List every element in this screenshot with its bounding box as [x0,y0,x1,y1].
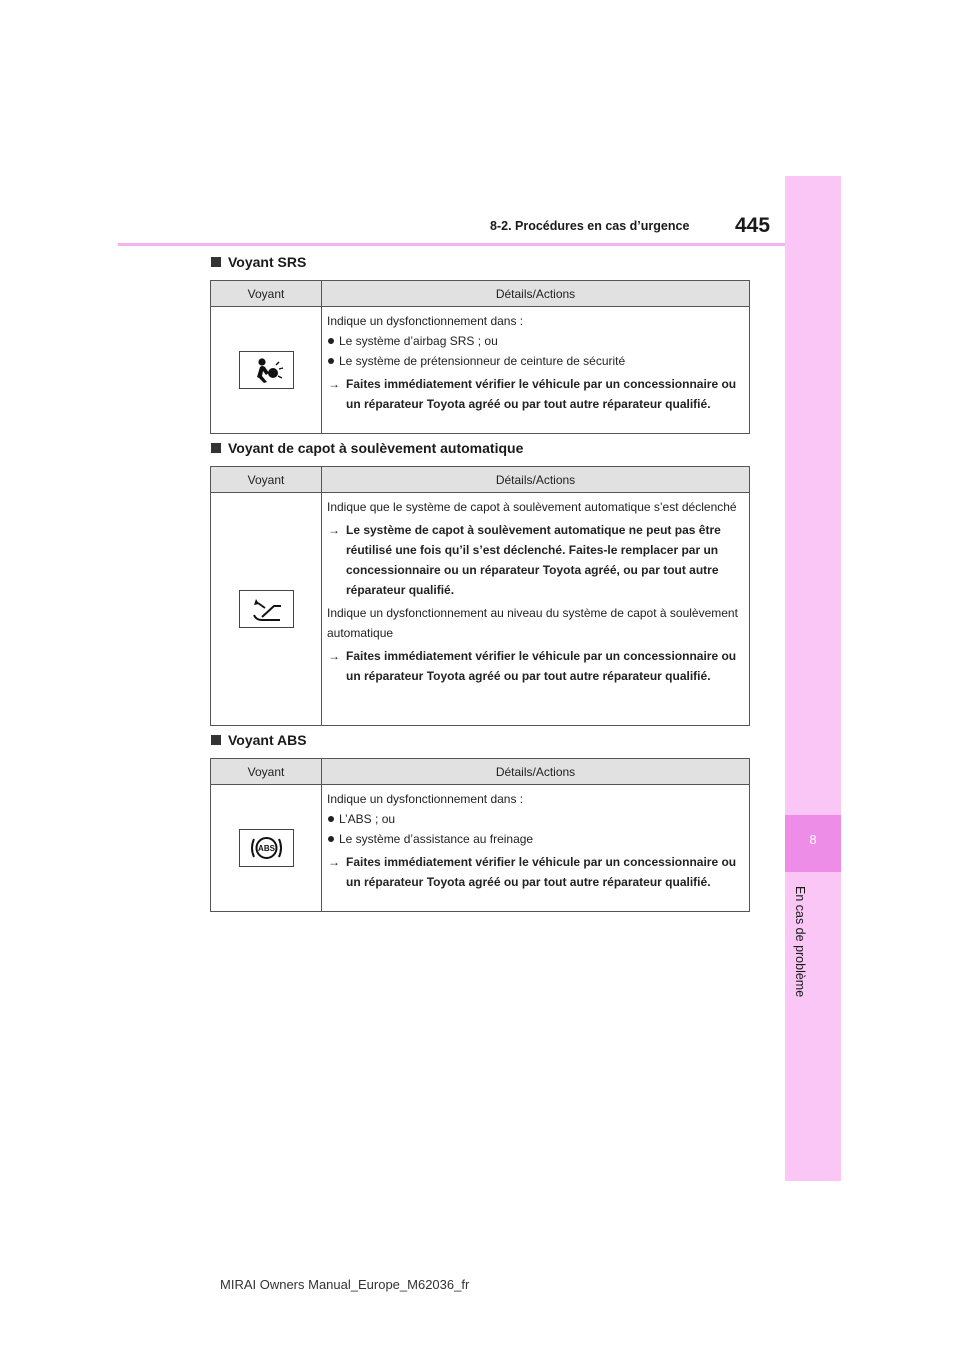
details-cell [322,307,750,434]
detail-text: Indique un dysfonctionnement au niveau du système de capot à soulèvement automatique [327,606,738,640]
section-heading-srs [211,254,306,270]
table-row [211,307,750,434]
column-header-details: Détails/Actions [322,281,750,307]
pop-up-hood-warning-icon [239,590,294,628]
square-bullet-icon [211,735,221,745]
action-text: Faites immédiatement vérifier le véhicule par un concessionnaire ou un réparateur Toyota agréé ou par tout autre réparateur qualifié. [346,649,737,683]
arrow-icon: → [328,523,340,537]
section-heading-abs [211,732,307,748]
chapter-number: 8 [809,832,817,847]
icon-cell [211,307,322,434]
airbag-warning-icon [239,351,294,389]
footer-manual-name: MIRAI Owners Manual_Europe_M62036_fr [220,1277,470,1292]
details-cell [322,785,750,912]
icon-cell [211,493,322,726]
arrow-icon: → [328,855,340,869]
action-item [327,374,743,414]
icon-cell [211,785,322,912]
section-heading-text: Voyant SRS [228,254,307,270]
detail-text: Indique que le système de capot à soulèvement automatique s’est déclenché [327,500,737,514]
details-cell [322,493,750,726]
section-title: 8-2. Procédures en cas d’urgence [490,219,690,233]
detail-text: Indique un dysfonctionnement dans : [327,792,524,806]
abs-warning-icon [239,829,294,867]
abs-icon-label: ABS [257,844,275,853]
table-header-row [211,467,750,493]
page-number: 445 [735,214,771,237]
section-heading-text: Voyant ABS [228,732,307,748]
bullet-item: Le système d’assistance au freinage [327,829,743,849]
action-item [327,646,743,686]
header-rule [118,243,785,246]
table-header-row [211,759,750,785]
section-heading-hood [211,440,523,456]
action-item [327,520,743,600]
table-header-row [211,281,750,307]
table-row [211,493,750,726]
arrow-icon: → [328,649,340,663]
column-header-voyant: Voyant [211,467,322,493]
action-item [327,852,743,892]
action-text: Le système de capot à soulèvement automatique ne peut pas être réutilisé une fois qu’il s’est déclenché. Faites-le remplacer par un concessionnaire ou un réparateur Toyota agréé, ou par tout autre réparateur qualifié. [346,523,721,597]
column-header-voyant: Voyant [211,759,322,785]
action-text: Faites immédiatement vérifier le véhicule par un concessionnaire ou un réparateur Toyota agréé ou par tout autre réparateur qualifié. [346,855,737,889]
square-bullet-icon [211,257,221,267]
arrow-icon: → [328,377,340,391]
bullet-item: Le système d’airbag SRS ; ou [327,331,743,351]
section-heading-text: Voyant de capot à soulèvement automatique [228,440,524,456]
chapter-title: En cas de problème [793,886,807,998]
warning-table-abs [210,758,750,912]
warning-table-hood [210,466,750,726]
column-header-details: Détails/Actions [322,467,750,493]
action-text: Faites immédiatement vérifier le véhicule par un concessionnaire ou un réparateur Toyota agréé ou par tout autre réparateur qualifié. [346,377,737,411]
bullet-item: L’ABS ; ou [327,809,743,829]
square-bullet-icon [211,443,221,453]
column-header-voyant: Voyant [211,281,322,307]
column-header-details: Détails/Actions [322,759,750,785]
detail-text: Indique un dysfonctionnement dans : [327,314,524,328]
warning-table-srs [210,280,750,434]
bullet-item: Le système de prétensionneur de ceinture de sécurité [327,351,743,371]
table-row [211,785,750,912]
